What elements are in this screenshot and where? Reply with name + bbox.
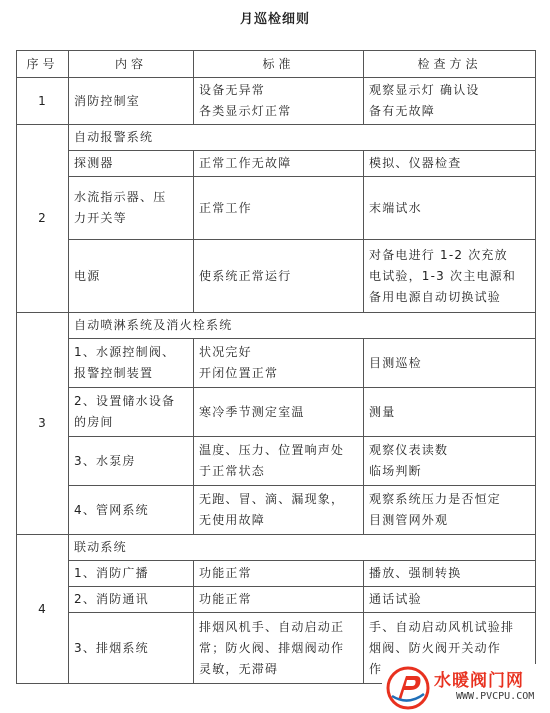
method-cell: 手、自动启动风机试验排 烟阀、防火阀开关动作 作 bbox=[364, 613, 536, 684]
method-cell: 观察显示灯 确认设 备有无故障 bbox=[364, 78, 536, 125]
content-cell: 2、设置储水设备 的房间 bbox=[69, 388, 194, 437]
standard-cell: 功能正常 bbox=[194, 561, 364, 587]
method-cell: 对备电进行 1-2 次充放 电试验，1-3 次主电源和 备用电源自动切换试验 bbox=[364, 240, 536, 313]
table-row bbox=[17, 388, 536, 437]
content-cell: 2、消防通讯 bbox=[69, 587, 194, 613]
standard-cell: 正常工作无故障 bbox=[194, 151, 364, 177]
content-cell: 3、水泵房 bbox=[69, 437, 194, 486]
header-row bbox=[17, 51, 536, 78]
standard-cell: 正常工作 bbox=[194, 177, 364, 240]
standard-cell: 排烟风机手、自动启动正 常；防火阀、排烟阀动作 灵敏，无滞碍 bbox=[194, 613, 364, 684]
table-row bbox=[17, 240, 536, 313]
group-title: 自动报警系统 bbox=[69, 125, 536, 151]
header-num: 序号 bbox=[17, 51, 69, 78]
table-row bbox=[17, 535, 536, 561]
method-cell: 观察系统压力是否恒定 目测管网外观 bbox=[364, 486, 536, 535]
group-num: 3 bbox=[17, 313, 69, 535]
valve-logo-icon bbox=[386, 666, 430, 710]
standard-cell: 状况完好 开闭位置正常 bbox=[194, 339, 364, 388]
table-row bbox=[17, 437, 536, 486]
table-row bbox=[17, 587, 536, 613]
table-row bbox=[17, 486, 536, 535]
watermark-site-name: 水暖阀门网 bbox=[434, 671, 524, 691]
group-title: 联动系统 bbox=[69, 535, 536, 561]
watermark bbox=[382, 664, 550, 713]
inspection-table bbox=[16, 50, 536, 684]
content-cell: 探测器 bbox=[69, 151, 194, 177]
content-cell: 消防控制室 bbox=[69, 78, 194, 125]
table-row bbox=[17, 339, 536, 388]
content-cell: 1、水源控制阀、 报警控制装置 bbox=[69, 339, 194, 388]
content-cell: 4、管网系统 bbox=[69, 486, 194, 535]
group-num: 1 bbox=[17, 78, 69, 125]
standard-cell: 温度、压力、位置响声处 于正常状态 bbox=[194, 437, 364, 486]
header-method: 检查方法 bbox=[364, 51, 536, 78]
table-row bbox=[17, 125, 536, 151]
method-cell: 测量 bbox=[364, 388, 536, 437]
header-content: 内容 bbox=[69, 51, 194, 78]
method-cell: 模拟、仪器检查 bbox=[364, 151, 536, 177]
content-cell: 电源 bbox=[69, 240, 194, 313]
group-title: 自动喷淋系统及消火栓系统 bbox=[69, 313, 536, 339]
standard-cell: 无跑、冒、滴、漏现象， 无使用故障 bbox=[194, 486, 364, 535]
standard-cell: 使系统正常运行 bbox=[194, 240, 364, 313]
header-standard: 标准 bbox=[194, 51, 364, 78]
method-cell: 通话试验 bbox=[364, 587, 536, 613]
table-row bbox=[17, 561, 536, 587]
table-row bbox=[17, 151, 536, 177]
group-num: 2 bbox=[17, 125, 69, 313]
method-cell: 观察仪表读数 临场判断 bbox=[364, 437, 536, 486]
table-row bbox=[17, 313, 536, 339]
method-cell: 末端试水 bbox=[364, 177, 536, 240]
standard-cell: 设备无异常 各类显示灯正常 bbox=[194, 78, 364, 125]
method-cell: 播放、强制转换 bbox=[364, 561, 536, 587]
content-cell: 水流指示器、压 力开关等 bbox=[69, 177, 194, 240]
content-cell: 3、排烟系统 bbox=[69, 613, 194, 684]
method-cell: 目测巡检 bbox=[364, 339, 536, 388]
group-num: 4 bbox=[17, 535, 69, 684]
page-title: 月巡检细则 bbox=[239, 12, 310, 27]
watermark-url: WWW.PVCPU.COM bbox=[456, 691, 535, 702]
table-row bbox=[17, 78, 536, 125]
table-row bbox=[17, 177, 536, 240]
standard-cell: 寒冷季节测定室温 bbox=[194, 388, 364, 437]
standard-cell: 功能正常 bbox=[194, 587, 364, 613]
content-cell: 1、消防广播 bbox=[69, 561, 194, 587]
